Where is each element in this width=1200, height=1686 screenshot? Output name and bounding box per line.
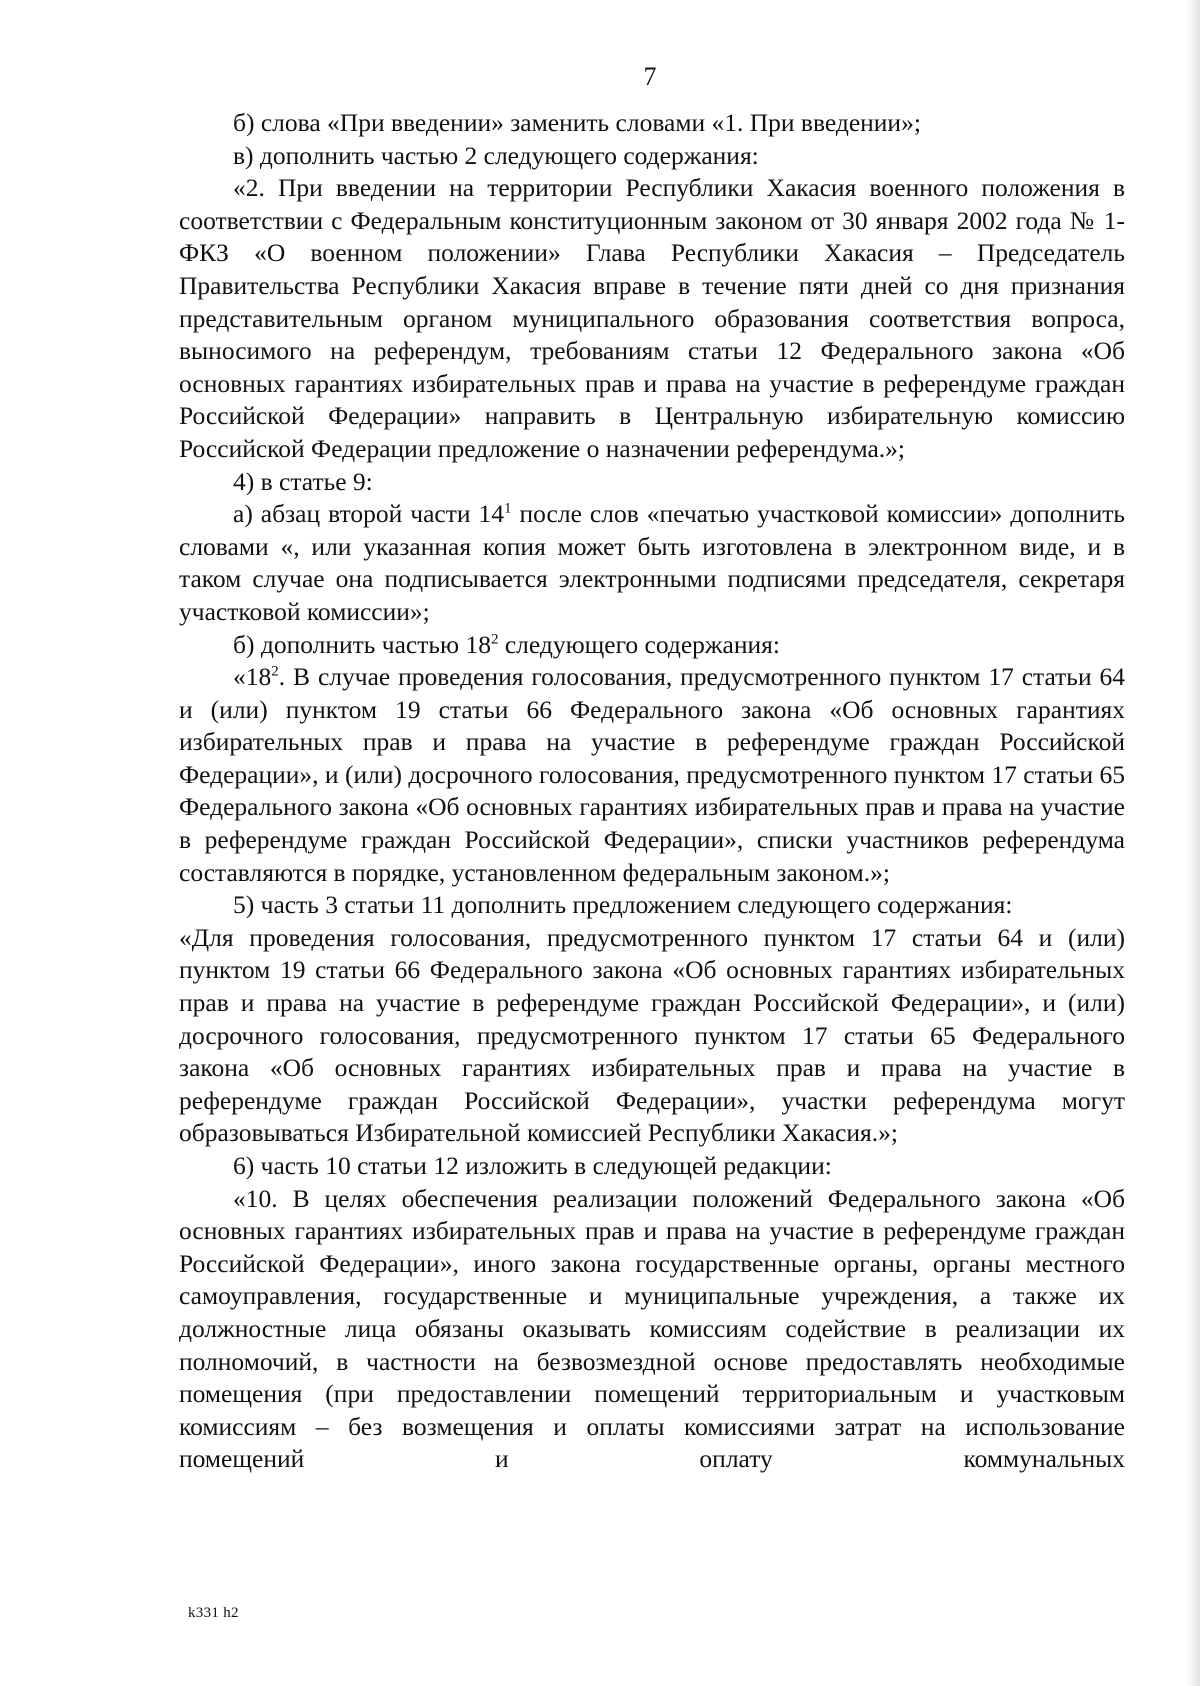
document-body (179, 107, 1125, 1476)
paragraph-part-2-text: «2. При введении на территории Республики Хакасия военного положения в соответствии с Федеральным конституционным законом от 30 января 2002 года № 1-ФКЗ «О военном положении» Глава Республики Хакасия – Председатель Правительства Республики Хакасия вправе в течение пяти дней со дня признания представительным органом муниципального образования соответствия вопроса, выносимого на референдум, требованиям статьи 12 Федерального закона «Об основных гарантиях избирательных прав и права на участие в референдуме граждан Российской Федерации» направить в Центральную избирательную комиссию Российской Федерации предложение о назначении референдума.»; (179, 173, 1125, 463)
paragraph-item-4: 4) в статье 9: (233, 466, 373, 496)
paragraph-part-18-2-text: «$18^2$. В случае проведения голосования, предусмотренного пунктом 17 статьи 64 и (или) пунктом 19 статьи 66 Федерального закона «Об основных гарантиях избирательных прав и права на участие в референдуме граждан Российской Федерации», и (или) досрочного голосования, предусмотренного пунктом 17 статьи 65 Федерального закона «Об основных гарантиях избирательных прав и права на участие в референдуме граждан Российской Федерации», списки участников референдума составляются в порядке, установленном федеральным законом.»; (179, 662, 1125, 887)
scan-edge (1186, 0, 1200, 1686)
paragraph-item-5-text: «Для проведения голосования, предусмотренного пунктом 17 статьи 64 и (или) пунктом 19 статьи 66 Федерального закона «Об основных гарантиях избирательных прав и права на участие в референдуме граждан Российской Федерации», и (или) досрочного голосования, предусмотренного пунктом 17 статьи 65 Федерального закона «Об основных гарантиях избирательных прав и права на участие в референдуме граждан Российской Федерации», участки референдума могут образовываться Избирательной комиссией Республики Хакасия.»; (179, 922, 1125, 1148)
footer-document-code: k331 h2 (188, 1605, 239, 1621)
paragraph-item-5: 5) часть 3 статьи 11 дополнить предложением следующего содержания: (233, 890, 1013, 920)
paragraph-b-part-18-2: б) дополнить частью $18^2$ следующего содержания: (233, 629, 780, 659)
paragraph-part-10-text: «10. В целях обеспечения реализации положений Федерального закона «Об основных гарантиях избирательных прав и права на участие в референдуме граждан Российской Федерации», иного закона государственные органы, органы местного самоуправления, государственные и муниципальные учреждения, а также их должностные лица обязаны оказывать комиссиям содействие в реализации их полномочий, в частности на безвозмездной основе предоставлять необходимые помещения (при предоставлении помещений территориальным и участковым комиссиям – без возмещения и оплаты комиссиями затрат на использование помещений и оплату коммунальных (179, 1183, 1125, 1474)
paragraph-b-words: б) слова «При введении» заменить словами «1. При введении»; (233, 108, 921, 137)
page-number: 7 (643, 62, 657, 91)
paragraph-v-add-part-2: в) дополнить частью 2 следующего содержания: (233, 140, 759, 170)
paragraph-item-6: 6) часть 10 статьи 12 изложить в следующей редакции: (233, 1151, 832, 1180)
paragraph-a-part-14-1: а) абзац второй части $14^1$ после слов «печатью участковой комиссии» дополнить словами «, или указанная копия может быть изготовлена в электронном виде, и в таком случае она подписывается электронными подписями председателя, секретаря участковой комиссии»; (179, 499, 1125, 626)
